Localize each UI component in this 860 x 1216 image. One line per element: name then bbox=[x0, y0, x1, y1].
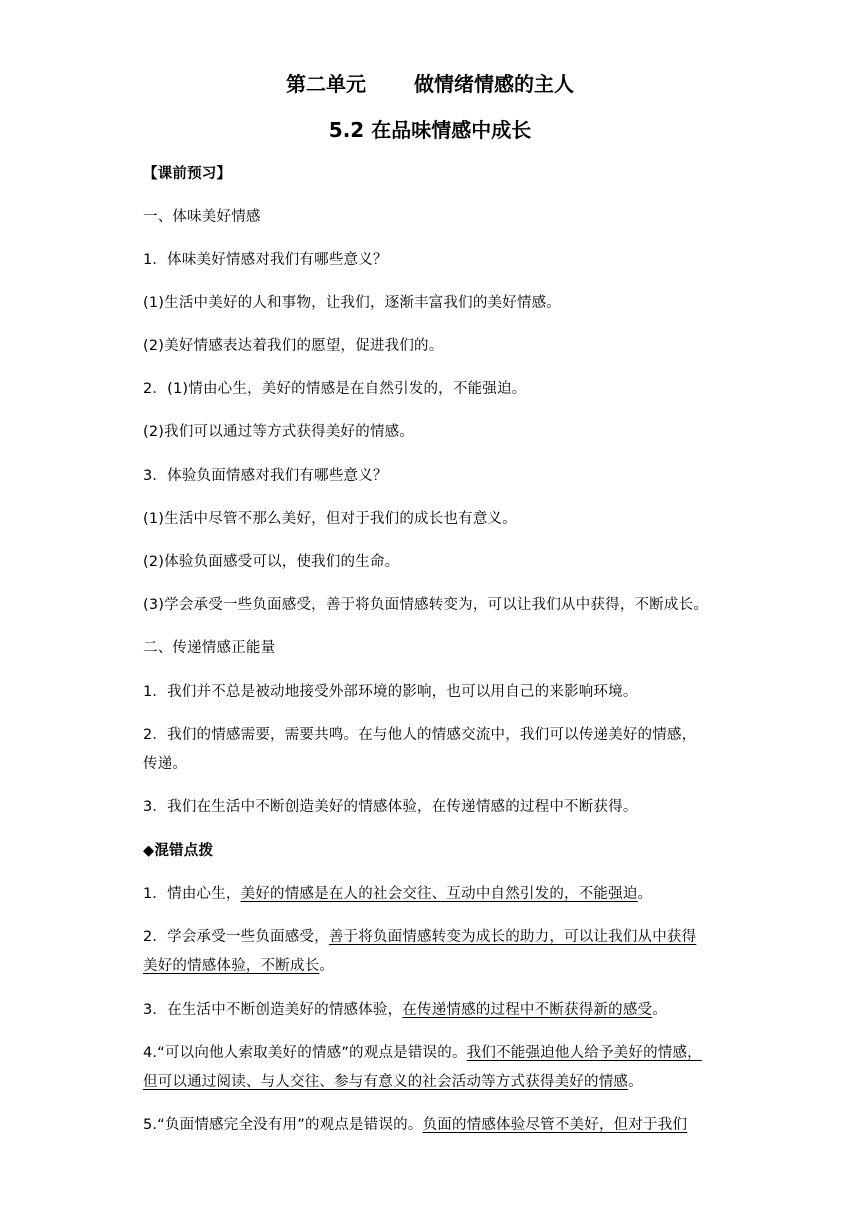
tip-2-underlined-1: 善于将负面情感转变为成长的助力，可以让我们从中获得 bbox=[328, 929, 697, 945]
section2-item-1: 1．我们并不总是被动地接受外部环境的影响，也可以用自己的来影响环境。 bbox=[143, 684, 638, 700]
tip-4-suffix: 。 bbox=[628, 1074, 643, 1090]
question-1-item-1: (1)生活中美好的人和事物，让我们，逐渐丰富我们的美好情感。 bbox=[143, 295, 562, 311]
tip-3-suffix: 。 bbox=[652, 1002, 667, 1018]
question-3-item-2: (2)体验负面感受可以，使我们的生命。 bbox=[143, 554, 400, 570]
question-3-item-1: (1)生活中尽管不那么美好，但对于我们的成长也有意义。 bbox=[143, 511, 517, 527]
question-1-item-2: (2)美好情感表达着我们的愿望，促进我们的。 bbox=[143, 338, 444, 354]
tip-3-prefix: 3．在生活中不断创造美好的情感体验， bbox=[143, 1002, 403, 1018]
tips-heading: ◆混错点拨 bbox=[143, 843, 214, 859]
tip-4-prefix: 4.“可以向他人索取美好的情感”的观点是错误的。 bbox=[143, 1045, 467, 1061]
tip-4-line-1 bbox=[143, 1041, 723, 1062]
tip-1-suffix: 。 bbox=[637, 886, 653, 902]
section2-item-2-line-1: 2．我们的情感需要，需要共鸣。在与他人的情感交流中，我们可以传递美好的情感， bbox=[143, 727, 697, 743]
unit-title bbox=[0, 68, 860, 97]
section2-item-3: 3．我们在生活中不断创造美好的情感体验，在传递情感的过程中不断获得。 bbox=[143, 799, 638, 815]
section2-heading: 二、传递情感正能量 bbox=[143, 640, 276, 656]
tip-4-line-2 bbox=[143, 1070, 723, 1091]
question-1: 1．体味美好情感对我们有哪些意义？ bbox=[143, 252, 388, 268]
question-2-item-1: 2．(1)情由心生，美好的情感是在自然引发的，不能强迫。 bbox=[143, 381, 527, 397]
tip-2-underlined-2: 美好的情感体验，不断成长 bbox=[143, 958, 320, 974]
tip-3 bbox=[143, 998, 723, 1019]
unit-title-number: 第二单元 bbox=[286, 72, 366, 96]
tip-5-prefix: 5.“负面情感完全没有用”的观点是错误的。 bbox=[143, 1117, 423, 1133]
tip-5-underlined: 负面的情感体验尽管不美好，但对于我们 bbox=[422, 1117, 688, 1133]
question-3-item-3: (3)学会承受一些负面感受，善于将负面情感转变为，可以让我们从中获得，不断成长。 bbox=[143, 597, 709, 613]
section1-heading: 一、体味美好情感 bbox=[143, 209, 261, 225]
tip-1-underlined: 美好的情感是在人的社会交往、互动中自然引发的，不能强迫 bbox=[240, 886, 638, 902]
tip-2-suffix: 。 bbox=[319, 958, 335, 974]
lesson-title: 5.2 在品味情感中成长 bbox=[328, 118, 532, 142]
question-2-item-2: (2)我们可以通过等方式获得美好的情感。 bbox=[143, 424, 415, 440]
tip-1 bbox=[143, 882, 723, 903]
tip-4-underlined-1: 我们不能强迫他人给予美好的情感， bbox=[466, 1045, 702, 1061]
tip-2-prefix: 2．学会承受一些负面感受， bbox=[143, 929, 329, 945]
unit-title-name: 做情绪情感的主人 bbox=[414, 72, 574, 96]
tip-5 bbox=[143, 1113, 723, 1134]
tip-1-prefix: 1．情由心生， bbox=[143, 886, 241, 902]
tip-4-underlined-2: 但可以通过阅读、与人交往、参与有意义的社会活动等方式获得美好的情感 bbox=[143, 1074, 629, 1090]
tip-2-line-1 bbox=[143, 925, 723, 946]
preview-heading: 【课前预习】 bbox=[143, 166, 232, 182]
tip-2-line-2 bbox=[143, 954, 723, 975]
question-3: 3．体验负面情感对我们有哪些意义？ bbox=[143, 468, 388, 484]
section2-item-2-line-2: 传递。 bbox=[143, 756, 188, 772]
tip-3-underlined: 在传递情感的过程中不断获得新的感受 bbox=[402, 1002, 653, 1018]
